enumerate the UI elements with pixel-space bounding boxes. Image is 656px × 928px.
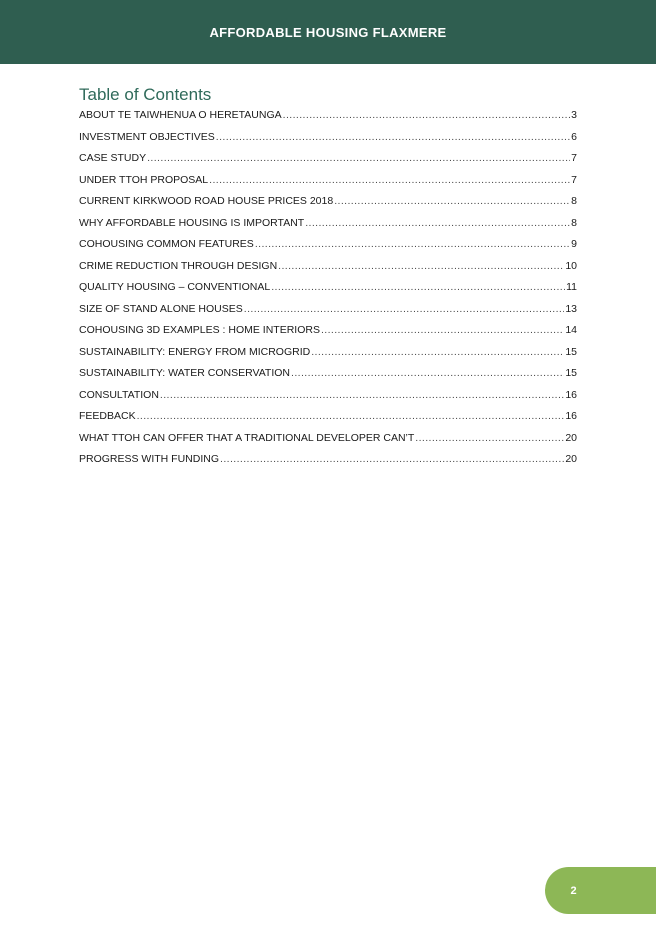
toc-dot-leader <box>255 235 570 253</box>
toc-entry-title: SUSTAINABILITY: ENERGY FROM MICROGRID <box>79 345 311 358</box>
toc-entry-page-number: 20 <box>565 431 577 444</box>
toc-entry-title: SIZE OF STAND ALONE HOUSES <box>79 302 243 315</box>
toc-entry[interactable] <box>79 364 577 386</box>
toc-heading: Table of Contents <box>79 85 212 104</box>
toc-entry-page-number: 15 <box>565 345 577 358</box>
toc-dot-leader <box>271 278 565 296</box>
toc-entry[interactable] <box>79 450 577 472</box>
toc-entry[interactable] <box>79 278 577 300</box>
toc-entry-title: UNDER TTOH PROPOSAL <box>79 173 209 186</box>
header-bar <box>0 0 656 64</box>
toc-entry-page-number: 11 <box>566 281 577 293</box>
toc-entry-title: CURRENT KIRKWOOD ROAD HOUSE PRICES 2018 <box>79 195 334 207</box>
toc-dot-leader <box>216 128 570 146</box>
toc-dot-leader <box>147 149 570 167</box>
toc-entry-page-number: 6 <box>571 130 577 143</box>
toc-entry-title: QUALITY HOUSING – CONVENTIONAL <box>79 281 271 293</box>
toc-dot-leader <box>305 214 570 232</box>
toc-dot-leader <box>283 106 571 124</box>
toc-entry-page-number: 7 <box>571 152 577 164</box>
toc-entry-title: CONSULTATION <box>79 388 159 401</box>
toc-entry[interactable] <box>79 300 577 322</box>
toc-entry-title: PROGRESS WITH FUNDING <box>79 453 220 465</box>
toc-entry[interactable] <box>79 171 577 193</box>
toc-entry[interactable] <box>79 386 577 408</box>
toc-entry-page-number: 16 <box>565 388 577 401</box>
toc-entry[interactable] <box>79 128 577 150</box>
toc-entry-page-number: 20 <box>565 453 577 465</box>
toc-entry-title: ABOUT TE TAIWHENUA O HERETAUNGA <box>79 109 282 121</box>
toc-entry-title: COHOUSING COMMON FEATURES <box>79 238 254 250</box>
toc-dot-leader <box>311 343 564 361</box>
toc-entry[interactable] <box>79 106 577 128</box>
toc-dot-leader <box>244 300 565 318</box>
toc-dot-leader <box>415 429 564 447</box>
toc-entry-page-number: 9 <box>571 238 577 250</box>
toc-entry-title: WHY AFFORDABLE HOUSING IS IMPORTANT <box>79 216 305 229</box>
toc-entry[interactable] <box>79 343 577 365</box>
toc-entry-page-number: 15 <box>565 367 577 379</box>
toc-entry[interactable] <box>79 192 577 214</box>
toc-entry-title: WHAT TTOH CAN OFFER THAT A TRADITIONAL DEVELOPER CAN’T <box>79 431 415 444</box>
toc-entry-page-number: 16 <box>565 410 577 422</box>
toc-entry-title: FEEDBACK <box>79 410 136 422</box>
toc-dot-leader <box>321 321 564 339</box>
toc-entry[interactable] <box>79 321 577 343</box>
toc-dot-leader <box>137 407 565 425</box>
toc-entry[interactable] <box>79 407 577 429</box>
toc-entry-title: COHOUSING 3D EXAMPLES : HOME INTERIORS <box>79 324 320 336</box>
toc-entry[interactable] <box>79 149 577 171</box>
toc-entry-title: CRIME REDUCTION THROUGH DESIGN <box>79 259 278 272</box>
toc-dot-leader <box>291 364 564 382</box>
toc-list <box>79 106 577 472</box>
toc-dot-leader <box>160 386 564 404</box>
toc-dot-leader <box>278 257 564 275</box>
toc-entry-page-number: 13 <box>565 302 577 315</box>
document-title: AFFORDABLE HOUSING FLAXMERE <box>209 24 447 40</box>
toc-entry-page-number: 8 <box>571 195 577 207</box>
toc-entry-title: SUSTAINABILITY: WATER CONSERVATION <box>79 367 291 379</box>
toc-entry-page-number: 3 <box>571 109 577 121</box>
toc-entry-title: INVESTMENT OBJECTIVES <box>79 130 215 143</box>
toc-entry-page-number: 10 <box>565 259 577 272</box>
toc-dot-leader <box>220 450 564 468</box>
toc-entry[interactable] <box>79 235 577 257</box>
toc-dot-leader <box>209 171 570 189</box>
toc-entry[interactable] <box>79 214 577 236</box>
toc-entry-page-number: 7 <box>571 173 577 186</box>
toc-entry[interactable] <box>79 257 577 279</box>
toc-entry-page-number: 8 <box>571 216 577 229</box>
toc-entry-page-number: 14 <box>565 324 577 336</box>
page-number: 2 <box>570 884 577 897</box>
toc-entry-title: CASE STUDY <box>79 152 147 164</box>
toc-entry[interactable] <box>79 429 577 451</box>
toc-dot-leader <box>334 192 570 210</box>
